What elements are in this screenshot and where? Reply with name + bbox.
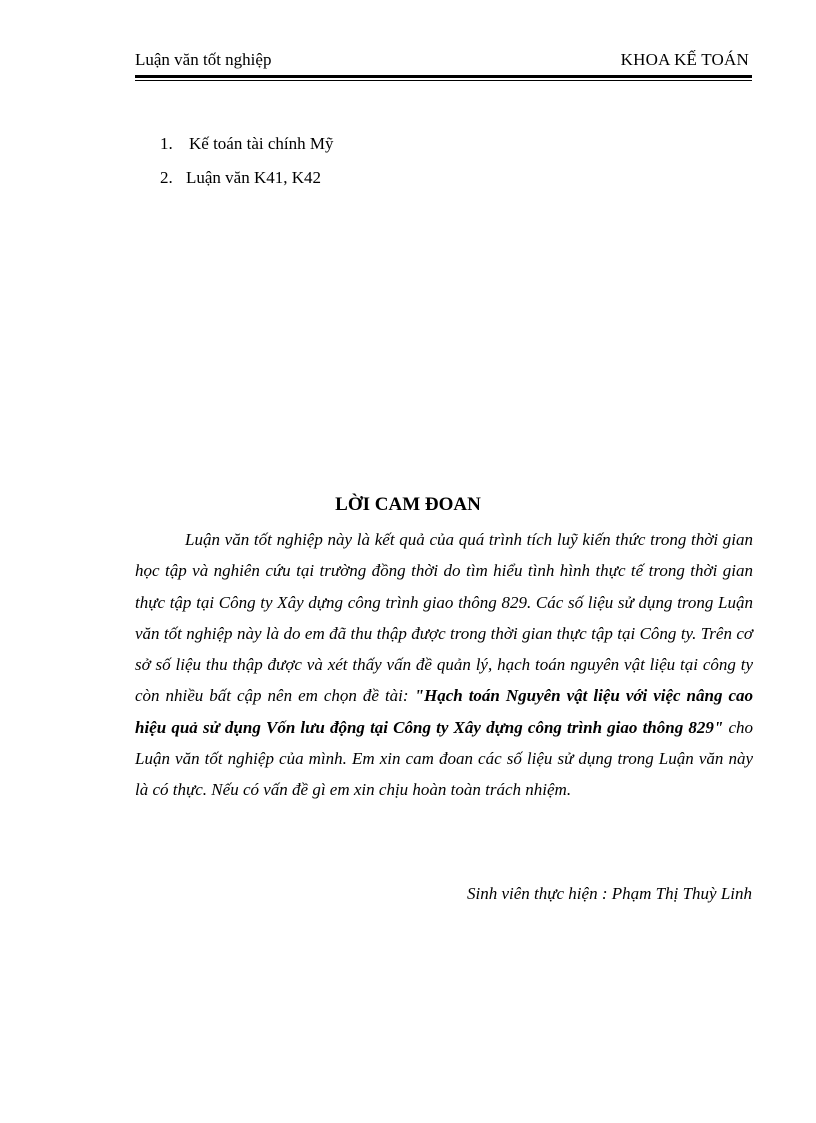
reference-item [160, 166, 333, 200]
reference-list [160, 132, 333, 200]
header-left-text: Luận văn tốt nghiệp [135, 50, 272, 69]
section-title: LỜI CAM ĐOAN [335, 494, 481, 515]
signature-line: Sinh viên thực hiện : Phạm Thị Thuỳ Linh [466, 884, 752, 903]
declaration-paragraph [135, 524, 753, 806]
header-rule-thin [135, 80, 752, 81]
declaration-outro: cho Luận văn tốt nghiệp của mình. Em xin cam đoan các số liệu sử dụng trong Luận văn này là có thực. Nếu có vấn đề gì em xin chịu hoàn toàn trách nhiệm. [135, 717, 754, 800]
reference-text: Luận văn K41, K42 [186, 168, 322, 187]
thesis-topic: "Hạch toán Nguyên vật liệu với việc nâng cao hiệu quả sử dụng Vốn lưu động tại Công ty Xây dựng công trình giao thông 829" [135, 686, 753, 737]
declaration-intro: Luận văn tốt nghiệp này là kết quả của quá trình tích luỹ kiến thức trong thời gian học tập và nghiên cứu tại trường đồng thời do tìm hiểu tình hình thực tế trong thời gian thực tập tại Công ty Xây dựng công trình giao thông 829. Các số liệu sử dụng trong Luận văn tốt nghiệp này là do em đã thu thập được trong thời gian thực tập tại Công ty. Trên cơ sở số liệu thu thập được và xét thấy vấn đề quản lý, hạch toán nguyên vật liệu tại công ty còn nhiều bất cập nên em chọn đề tài: [135, 530, 753, 706]
reference-number: 2. [160, 168, 173, 187]
header-rule-thick [135, 75, 752, 78]
reference-text: Kế toán tài chính Mỹ [189, 134, 334, 153]
reference-item [160, 132, 333, 166]
page-header [135, 48, 749, 72]
reference-number: 1. [160, 134, 173, 153]
header-right-text: KHOA KẾ TOÁN [620, 50, 749, 69]
